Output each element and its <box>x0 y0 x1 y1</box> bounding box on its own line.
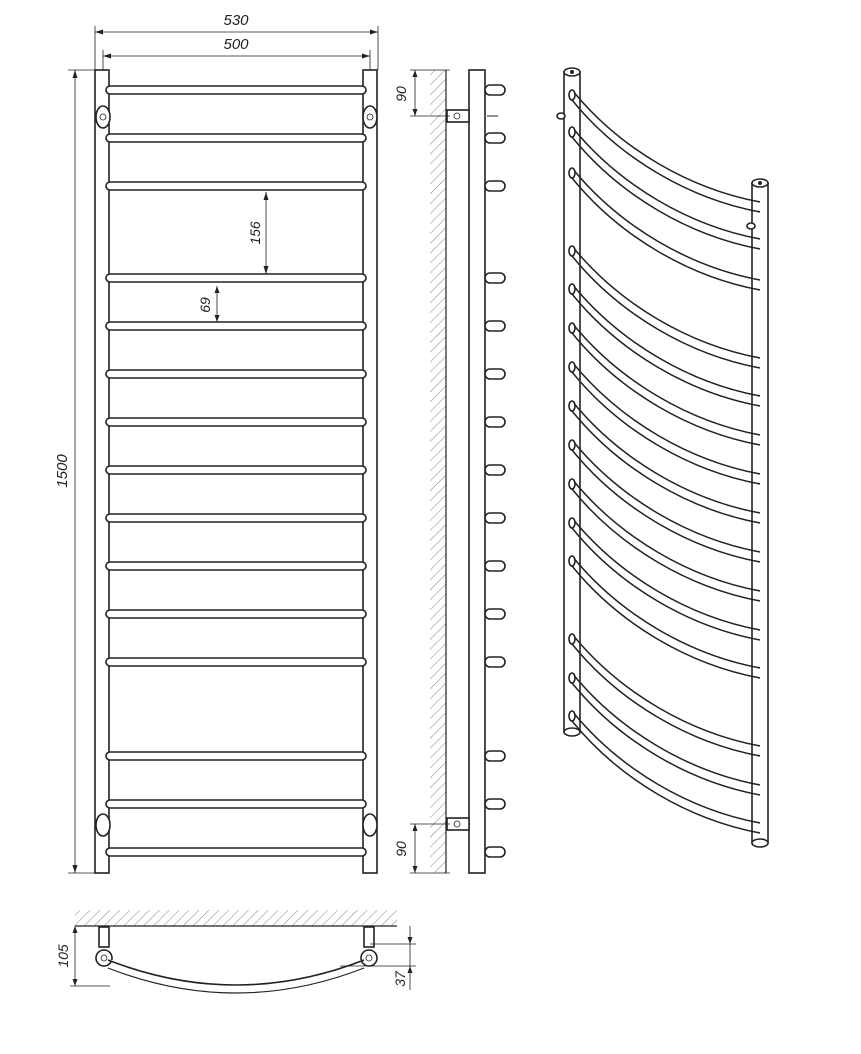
perspective-crossbar <box>569 90 760 212</box>
dimension-center-width <box>103 36 370 72</box>
side-bar-stubs <box>485 85 505 857</box>
wall-section-top <box>75 910 397 926</box>
perspective-crossbar <box>569 440 760 562</box>
front-crossbar <box>106 86 366 94</box>
perspective-crossbar <box>569 127 760 249</box>
side-bar-stub <box>485 561 505 571</box>
perspective-crossbar <box>569 246 760 368</box>
perspective-crossbar <box>569 479 760 601</box>
side-bar-stub <box>485 181 505 191</box>
perspective-crossbar <box>569 634 760 756</box>
front-crossbar <box>106 658 366 666</box>
perspective-crossbar <box>569 673 760 795</box>
front-crossbar <box>106 322 366 330</box>
front-crossbar <box>106 562 366 570</box>
side-bar-stub <box>485 321 505 331</box>
dimension-bar-gap-small-label: 69 <box>197 297 213 313</box>
side-vertical-tube <box>469 70 485 873</box>
front-crossbar <box>106 848 366 856</box>
side-bar-stub <box>485 657 505 667</box>
perspective-crossbar <box>569 518 760 640</box>
perspective-brackets <box>557 113 755 229</box>
dimension-bow-label: 37 <box>392 971 408 987</box>
perspective-crossbar <box>569 362 760 484</box>
front-crossbar <box>106 134 366 142</box>
front-crossbar <box>106 418 366 426</box>
dimension-bow <box>340 926 416 990</box>
side-bar-stub <box>485 417 505 427</box>
dimension-height <box>54 70 100 873</box>
front-crossbar <box>106 514 366 522</box>
perspective-crossbar <box>569 284 760 406</box>
side-bar-stub <box>485 133 505 143</box>
front-crossbar <box>106 752 366 760</box>
dimension-depth-label: 105 <box>55 944 71 968</box>
side-bar-stub <box>485 85 505 95</box>
perspective-crossbars <box>569 90 760 833</box>
side-bar-stub <box>485 847 505 857</box>
side-bar-stub <box>485 799 505 809</box>
front-crossbar <box>106 370 366 378</box>
perspective-crossbar <box>569 556 760 678</box>
front-crossbars <box>106 86 366 856</box>
front-crossbar <box>106 182 366 190</box>
top-view <box>55 910 416 993</box>
wall-section-side <box>430 70 446 873</box>
perspective-crossbar <box>569 323 760 445</box>
side-bar-stub <box>485 273 505 283</box>
front-view <box>54 12 378 873</box>
side-bar-stub <box>485 465 505 475</box>
side-view <box>393 70 505 873</box>
front-crossbar <box>106 466 366 474</box>
dimension-bar-gap-small <box>197 286 220 322</box>
front-crossbar <box>106 274 366 282</box>
dimension-height-label: 1500 <box>54 454 71 488</box>
dimension-mount-offset-bottom-label: 90 <box>393 841 409 857</box>
perspective-crossbar <box>569 711 760 833</box>
dimension-overall-width-label: 530 <box>223 12 249 29</box>
perspective-crossbar <box>569 168 760 290</box>
dimension-mount-offset-top-label: 90 <box>393 86 409 102</box>
front-crossbar <box>106 610 366 618</box>
side-bar-stub <box>485 609 505 619</box>
perspective-crossbar <box>569 401 760 523</box>
dimension-bar-gap-large <box>247 192 269 274</box>
side-bar-stub <box>485 751 505 761</box>
dimension-bar-gap-large-label: 156 <box>247 221 263 245</box>
dimension-center-width-label: 500 <box>223 36 249 53</box>
side-bar-stub <box>485 369 505 379</box>
perspective-view <box>557 68 768 847</box>
side-bar-stub <box>485 513 505 523</box>
front-crossbar <box>106 800 366 808</box>
